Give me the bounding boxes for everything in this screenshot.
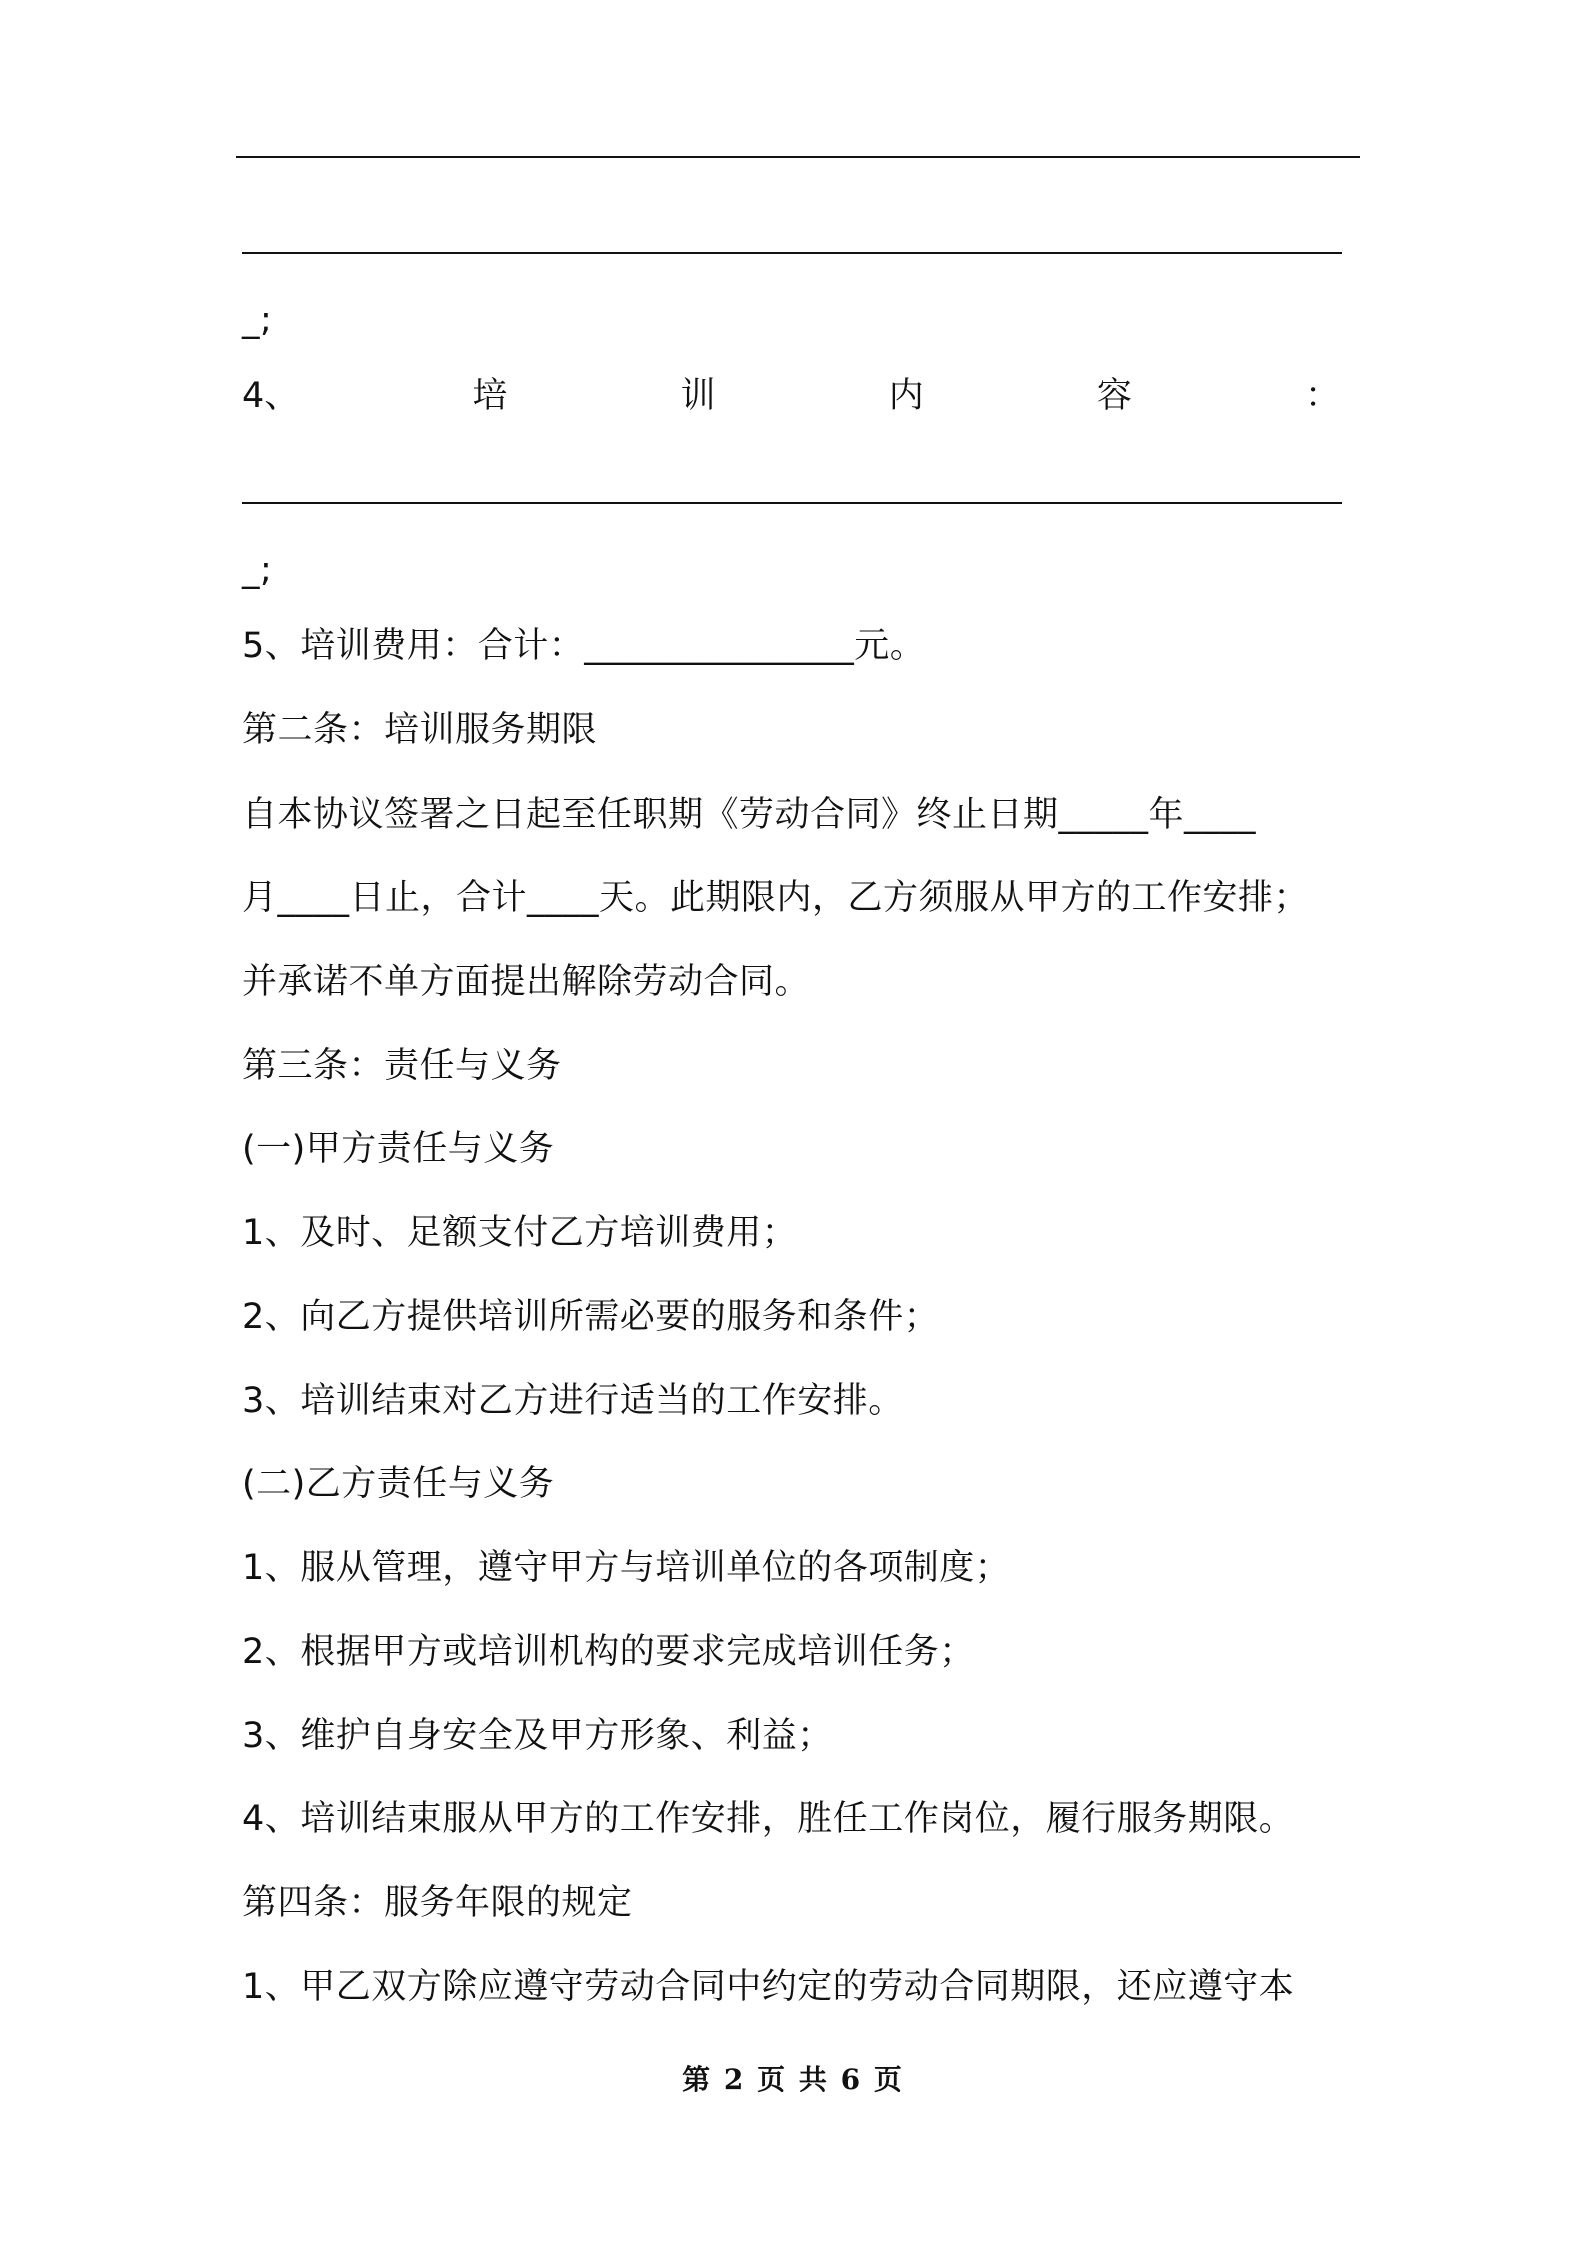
- header-rule: [236, 156, 1360, 158]
- party-a-item: 3、培训结束对乙方进行适当的工作安排。: [242, 1381, 904, 1421]
- party-b-item: 3、维护自身安全及甲方形象、利益；: [242, 1716, 833, 1756]
- article-2-paragraph-line: 自本协议签署之日起至任职期《劳动合同》终止日期_____年____: [242, 795, 1257, 835]
- item-4-number: 4、: [242, 376, 300, 416]
- party-a-item: 1、及时、足额支付乙方培训费用；: [242, 1213, 798, 1253]
- party-b-item: 4、培训结束服从甲方的工作安排，胜任工作岗位，履行服务期限。: [242, 1799, 1295, 1839]
- article-2-paragraph-line: 并承诺不单方面提出解除劳动合同。: [242, 962, 811, 1002]
- article-4-item: 1、甲乙双方除应遵守劳动合同中约定的劳动合同期限，还应遵守本: [242, 1967, 1295, 2007]
- party-b-item: 1、服从管理，遵守甲方与培训单位的各项制度；: [242, 1548, 1011, 1588]
- fill-in-blank-line: [242, 252, 1342, 254]
- party-a-item: 2、向乙方提供培训所需必要的服务和条件；: [242, 1297, 940, 1337]
- item-5-training-fee: 5、培训费用：合计：_______________元。: [242, 626, 926, 666]
- item-4-char: 训: [680, 376, 716, 416]
- item-4-char: 培: [472, 376, 508, 416]
- party-b-item: 2、根据甲方或培训机构的要求完成培训任务；: [242, 1632, 975, 1672]
- item-4-char: 内: [888, 376, 924, 416]
- party-b-heading: (二)乙方责任与义务: [242, 1464, 555, 1504]
- item-4-char: 容: [1096, 376, 1132, 416]
- article-4-heading: 第四条：服务年限的规定: [242, 1883, 633, 1923]
- fill-in-blank-line: [242, 502, 1342, 504]
- blank-line-end: _;: [242, 300, 273, 340]
- article-2-heading: 第二条：培训服务期限: [242, 710, 598, 750]
- party-a-heading: (一)甲方责任与义务: [242, 1129, 555, 1169]
- article-2-paragraph-line: 月____日止，合计____天。此期限内，乙方须服从甲方的工作安排；: [242, 878, 1310, 918]
- blank-line-end: _;: [242, 550, 273, 590]
- item-4-training-content: [242, 374, 1340, 418]
- article-3-heading: 第三条：责任与义务: [242, 1046, 562, 1086]
- page-footer: 第 2 页 共 6 页: [682, 2063, 904, 2096]
- item-4-colon: ：: [1304, 376, 1340, 416]
